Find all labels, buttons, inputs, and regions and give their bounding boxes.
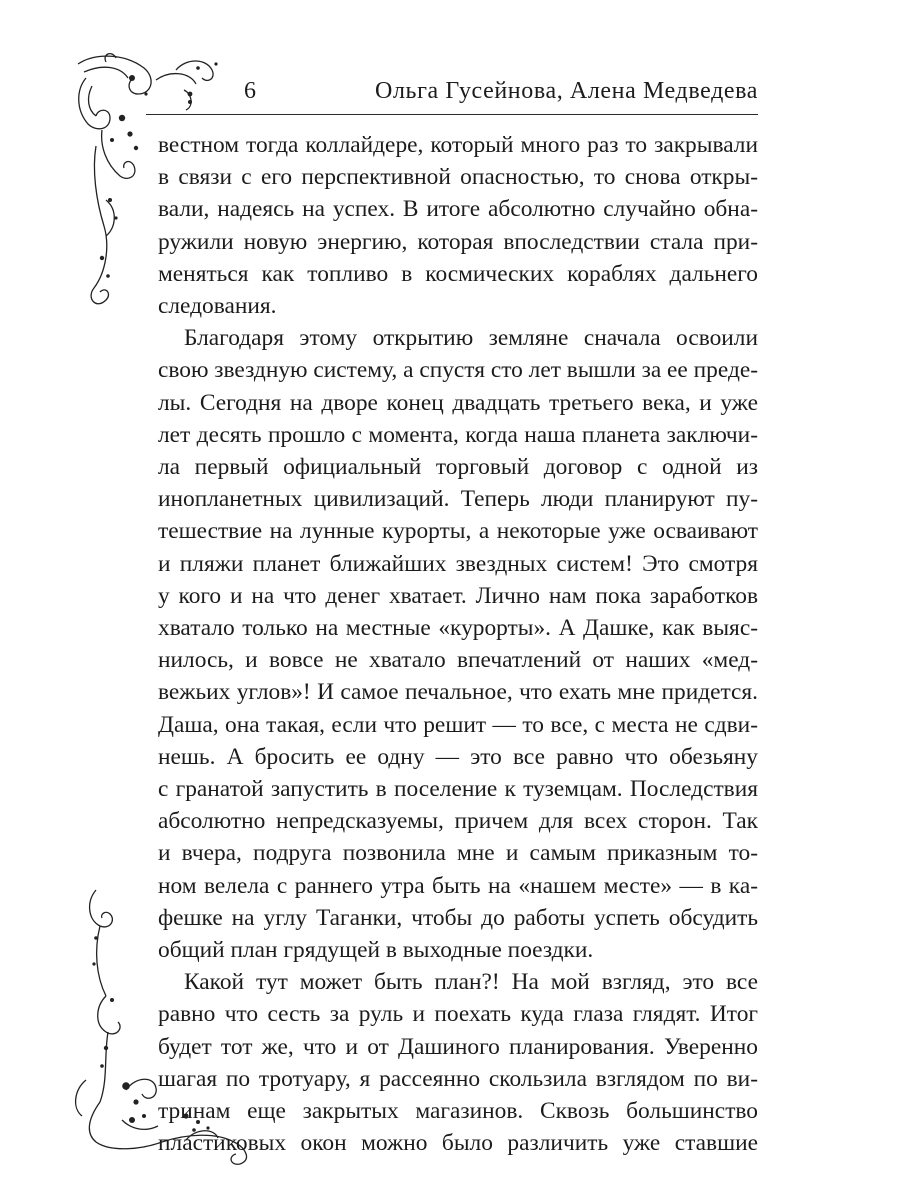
text-line: общий план грядущей в выходные поездки.: [158, 937, 594, 964]
running-title: Ольга Гусейнова, Алена Медведева: [375, 78, 758, 104]
text-line: ном велела с раннего утра быть на «нашем месте» — в ка-: [158, 872, 758, 899]
text-line: меняться как топливо в космических кораблях дальнего: [158, 260, 758, 287]
text-line: фешке на углу Таганки, чтобы до работы успеть обсудить: [158, 904, 758, 931]
text-line: тринам еще закрытых магазинов. Сквозь большинство: [158, 1098, 758, 1125]
text-line: нилось, и вовсе не хватало впечатлений от наших «мед-: [158, 647, 758, 674]
header-rule: [146, 114, 758, 115]
text-line: вали, надеясь на успех. В итоге абсолютно случайно обна-: [158, 196, 758, 223]
text-line: лет десять прошло с момента, когда наша планета заключи-: [158, 421, 758, 448]
text-line: следования.: [158, 293, 277, 320]
text-line: инопланетных цивилизаций. Теперь люди планируют пу-: [158, 486, 758, 513]
text-line: и пляжи планет ближайших звездных систем! Это смотря: [158, 550, 758, 577]
text-line: пластиковых окон можно было различить уже ставшие: [158, 1130, 758, 1157]
text-line: будет тот же, что и от Дашиного планирования. Уверенно: [158, 1033, 758, 1060]
text-line: у кого и на что денег хватает. Лично нам пока заработков: [158, 582, 758, 609]
text-line: тешествие на лунные курорты, а некоторые уже осваивают: [158, 518, 758, 545]
body-text: [158, 129, 758, 1160]
page-number: 6: [244, 78, 256, 104]
text-line: свою звездную систему, а спустя сто лет вышли за ее преде-: [158, 357, 759, 384]
text-line: с гранатой запустить в поселение к туземцам. Последствия: [158, 776, 758, 803]
text-line: ружили новую энергию, которая впоследствии стала при-: [158, 228, 758, 255]
text-line: равно что сесть за руль и поехать куда глаза глядят. Итог: [158, 1001, 758, 1028]
text-line: Благодаря этому открытию земляне сначала освоили: [184, 325, 758, 352]
text-line: вестном тогда коллайдере, который много раз то закрывали: [158, 132, 758, 158]
text-line: вежьих углов»! И самое печальное, что ехать мне придется.: [158, 679, 758, 706]
text-line: лы. Сегодня на дворе конец двадцать третьего века, и уже: [158, 389, 758, 416]
text-line: в связи с его перспективной опасностью, то снова откры-: [158, 164, 758, 191]
text-line: абсолютно непредсказуемы, причем для всех сторон. Так: [158, 808, 758, 835]
text-line: и вчера, подруга позвонила мне и самым приказным то-: [158, 840, 758, 867]
running-header: [160, 76, 758, 116]
text-line: хватало только на местные «курорты». А Дашке, как выяс-: [158, 615, 758, 642]
text-line: Какой тут может быть план?! На мой взгляд, это все: [184, 969, 758, 996]
text-line: нешь. А бросить ее одну — это все равно что обезьяну: [158, 743, 758, 770]
text-line: Даша, она такая, если что решит — то все, с места не сдви-: [158, 711, 758, 738]
paragraph: [158, 322, 758, 966]
text-line: ла первый официальный торговый договор с одной из: [158, 454, 758, 481]
paragraph: [158, 129, 758, 322]
paragraph: [158, 966, 758, 1159]
text-line: шагая по тротуару, я рассеянно скользила взглядом по ви-: [158, 1065, 758, 1092]
